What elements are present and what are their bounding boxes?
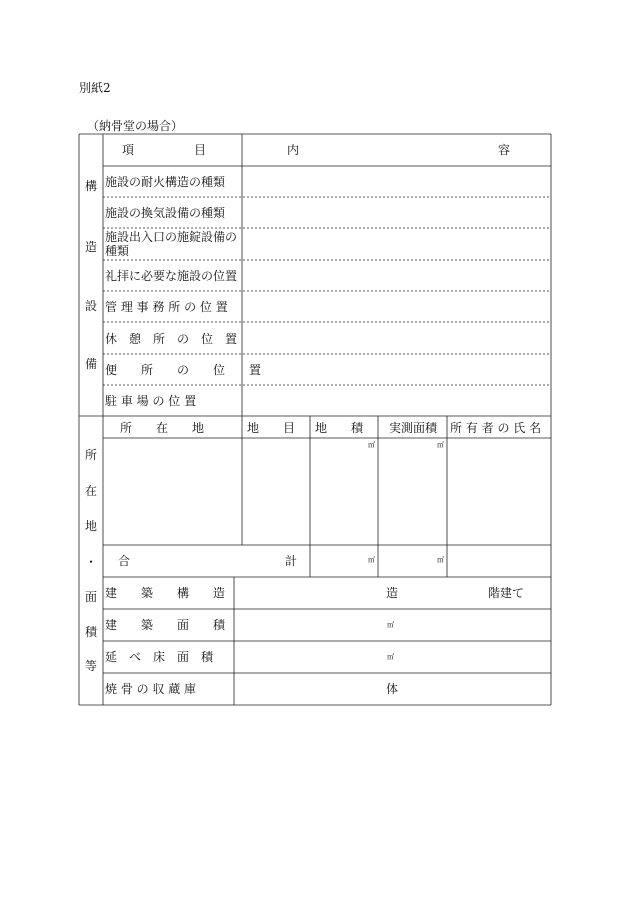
total-label-right: 計 — [285, 554, 298, 568]
unit-m2: ㎡ — [387, 621, 394, 629]
building-row-label: 延 べ 床 面 積 — [105, 650, 214, 664]
header-location: 所 在 地 — [120, 421, 205, 435]
total-label-left: 合 — [118, 554, 131, 568]
header-land-area: 地 積 — [315, 421, 364, 435]
row-label-rest: 休 憩 所 の 位 置 — [105, 332, 238, 346]
unit-m2: ㎡ — [368, 556, 375, 564]
document-subtitle: （納骨堂の場合） — [87, 119, 184, 133]
location-side-char: 面 — [85, 590, 98, 604]
row-label-parking: 駐 車 場 の 位 置 — [105, 394, 197, 408]
document-number: 別紙2 — [79, 81, 111, 95]
location-side-char: ・ — [85, 555, 98, 569]
unit-m2: ㎡ — [368, 441, 375, 449]
location-side-char: 地 — [85, 519, 98, 533]
row-label-ventilation: 施設の換気設備の種類 — [105, 206, 226, 220]
building-ossuary-unit: 体 — [386, 682, 399, 696]
header-measured-area: 実測面積 — [389, 421, 438, 435]
unit-m2: ㎡ — [437, 556, 444, 564]
building-floors-unit: 階建て — [488, 586, 525, 600]
header-item: 項 目 — [122, 143, 207, 157]
row-label-worship: 礼拝に必要な施設の位置 — [105, 269, 238, 283]
location-side-char: 等 — [85, 659, 98, 673]
location-side-char: 積 — [85, 625, 98, 639]
location-side-char: 所 — [85, 448, 98, 462]
structure-side-char: 構 — [85, 179, 98, 193]
unit-m2: ㎡ — [437, 441, 444, 449]
row-label-office: 管 理 事 務 所 の 位 置 — [105, 300, 228, 314]
building-row-label: 建 築 面 積 — [105, 618, 226, 632]
building-structure-unit: 造 — [386, 586, 399, 600]
header-land-category: 地 目 — [247, 421, 296, 435]
header-content-right: 容 — [498, 143, 511, 157]
row-label-fireproof: 施設の耐火構造の種類 — [105, 175, 226, 189]
structure-side-char: 備 — [85, 357, 98, 371]
row-label-lock: 施設出入口の施錠設備の種類 — [105, 230, 238, 258]
row-label-toilet: 便 所 の 位 置 — [105, 363, 262, 377]
header-content-left: 内 — [287, 143, 300, 157]
structure-side-char: 設 — [85, 299, 98, 313]
header-owner-name: 所 有 者 の 氏 名 — [450, 421, 542, 435]
location-side-char: 在 — [85, 484, 98, 498]
building-row-label: 建 築 構 造 — [105, 586, 226, 600]
building-row-label: 焼 骨 の 収 蔵 庫 — [105, 682, 197, 696]
structure-side-char: 造 — [85, 240, 98, 254]
unit-m2: ㎡ — [387, 653, 394, 661]
